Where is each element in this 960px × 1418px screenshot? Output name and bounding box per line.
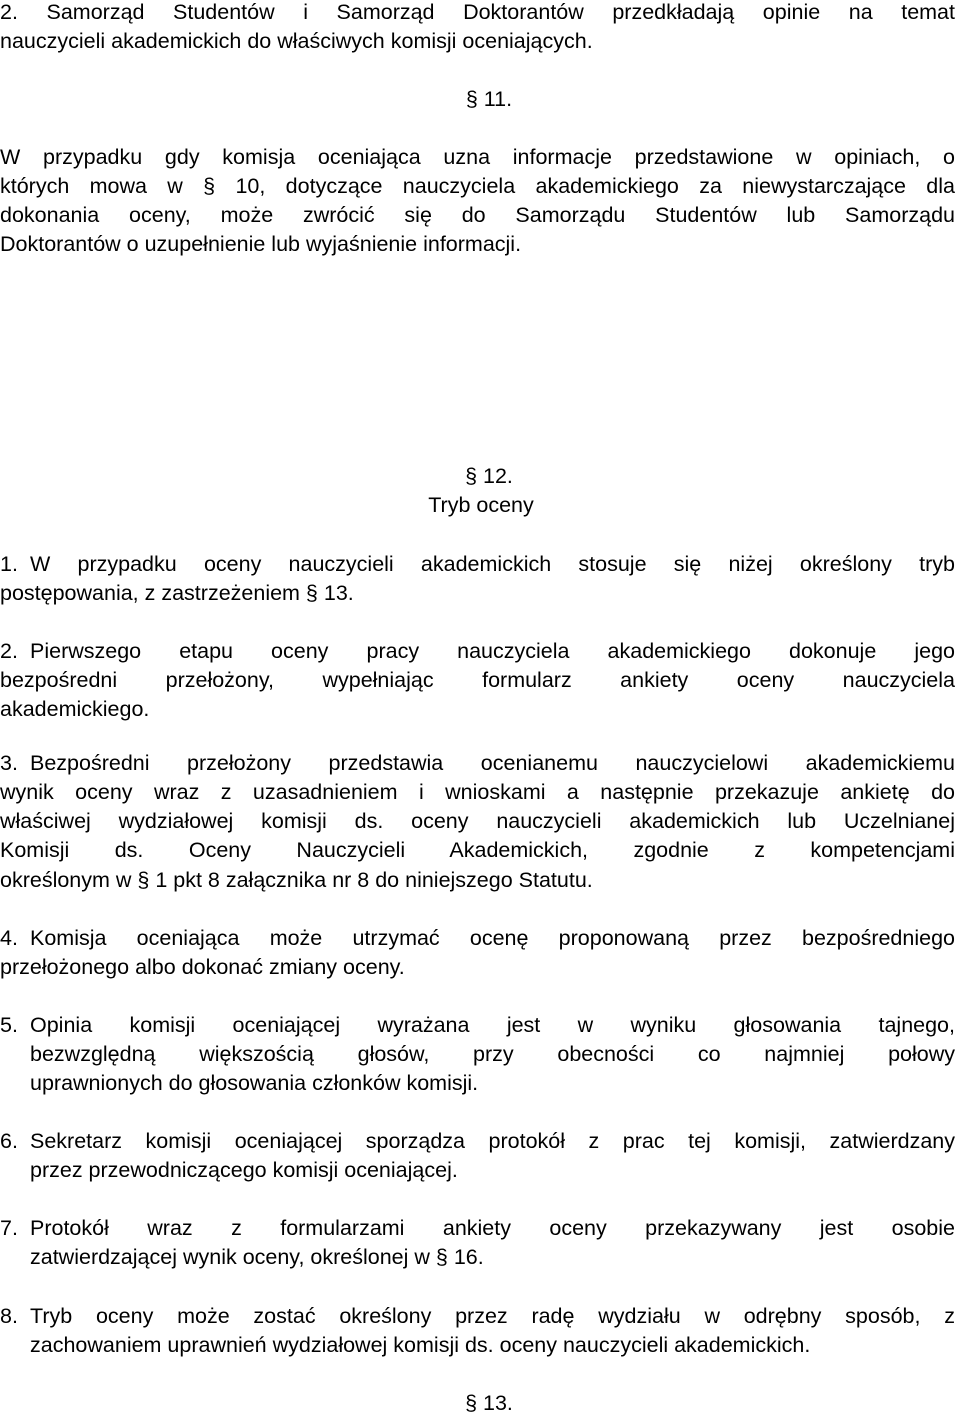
point-8-line-1: Tryb oceny może zostać określony przez radę wydziału w odrębny sposób, z: [30, 1304, 955, 1328]
section-12-heading: § 12.: [465, 464, 513, 488]
point-3-line-4: Komisji ds. Oceny Nauczycieli Akademickich, zgodnie z kompetencjami: [0, 838, 955, 862]
point-5-line-1: Opinia komisji oceniającej wyrażana jest w wyniku głosowania tajnego,: [30, 1013, 955, 1037]
section-11-line-1: W przypadku gdy komisja oceniająca uzna informacje przedstawione w opiniach, o: [0, 145, 955, 169]
section-11-line-4: Doktorantów o uzupełnienie lub wyjaśnienie informacji.: [0, 232, 522, 256]
point-2-number: 2.: [0, 639, 18, 663]
point-6-line-2: przez przewodniczącego komisji oceniającej.: [30, 1158, 458, 1182]
point-2-line-2: bezpośredni przełożony, wypełniając formularz ankiety oceny nauczyciela: [0, 668, 955, 692]
point-1-number: 1.: [0, 552, 18, 576]
point-3-line-3: właściwej wydziałowej komisji ds. oceny nauczycieli akademickich lub Uczelnianej: [0, 809, 955, 833]
point-3-line-5: określonym w § 1 pkt 8 załącznika nr 8 do niniejszego Statutu.: [0, 868, 593, 892]
point-2-line-3: akademickiego.: [0, 697, 150, 721]
point-7-line-2: zatwierdzającej wynik oceny, określonej w § 16.: [30, 1245, 484, 1269]
point-1-line-1: W przypadku oceny nauczycieli akademickich stosuje się niżej określony tryb: [30, 552, 955, 576]
point-3-line-1: Bezpośredni przełożony przedstawia ocenianemu nauczycielowi akademickiemu: [30, 751, 955, 775]
point-7-number: 7.: [0, 1216, 18, 1240]
intro-line-2: nauczycieli akademickich do właściwych komisji oceniających.: [0, 29, 593, 53]
intro-line-1: 2. Samorząd Studentów i Samorząd Doktorantów przedkładają opinie na temat: [0, 0, 955, 24]
point-5-line-3: uprawnionych do głosowania członków komisji.: [30, 1071, 479, 1095]
point-3-line-2: wynik oceny wraz z uzasadnieniem i wnioskami a następnie przekazuje ankietę do: [0, 780, 955, 804]
point-4-line-1: Komisja oceniająca może utrzymać ocenę proponowaną przez bezpośredniego: [30, 926, 955, 950]
section-13-heading: § 13.: [465, 1391, 513, 1415]
section-11-heading: § 11.: [465, 87, 513, 111]
point-5-number: 5.: [0, 1013, 18, 1037]
point-6-line-1: Sekretarz komisji oceniającej sporządza protokół z prac tej komisji, zatwierdzany: [30, 1129, 955, 1153]
point-8-line-2: zachowaniem uprawnień wydziałowej komisji ds. oceny nauczycieli akademickich.: [30, 1333, 811, 1357]
point-7-line-1: Protokół wraz z formularzami ankiety oceny przekazywany jest osobie: [30, 1216, 955, 1240]
point-4-number: 4.: [0, 926, 18, 950]
point-6-number: 6.: [0, 1129, 18, 1153]
section-11-line-3: dokonania oceny, może zwrócić się do Samorządu Studentów lub Samorządu: [0, 203, 955, 227]
point-2-line-1: Pierwszego etapu oceny pracy nauczyciela akademickiego dokonuje jego: [30, 639, 955, 663]
point-5-line-2: bezwzględną większością głosów, przy obecności co najmniej połowy: [30, 1042, 955, 1066]
point-8-number: 8.: [0, 1304, 18, 1328]
point-4-line-2: przełożonego albo dokonać zmiany oceny.: [0, 955, 405, 979]
point-1-line-2: postępowania, z zastrzeżeniem § 13.: [0, 581, 354, 605]
section-11-line-2: których mowa w § 10, dotyczące nauczyciela akademickiego za niewystarczające dla: [0, 174, 955, 198]
point-3-number: 3.: [0, 751, 18, 775]
section-12-title: Tryb oceny: [428, 493, 534, 517]
